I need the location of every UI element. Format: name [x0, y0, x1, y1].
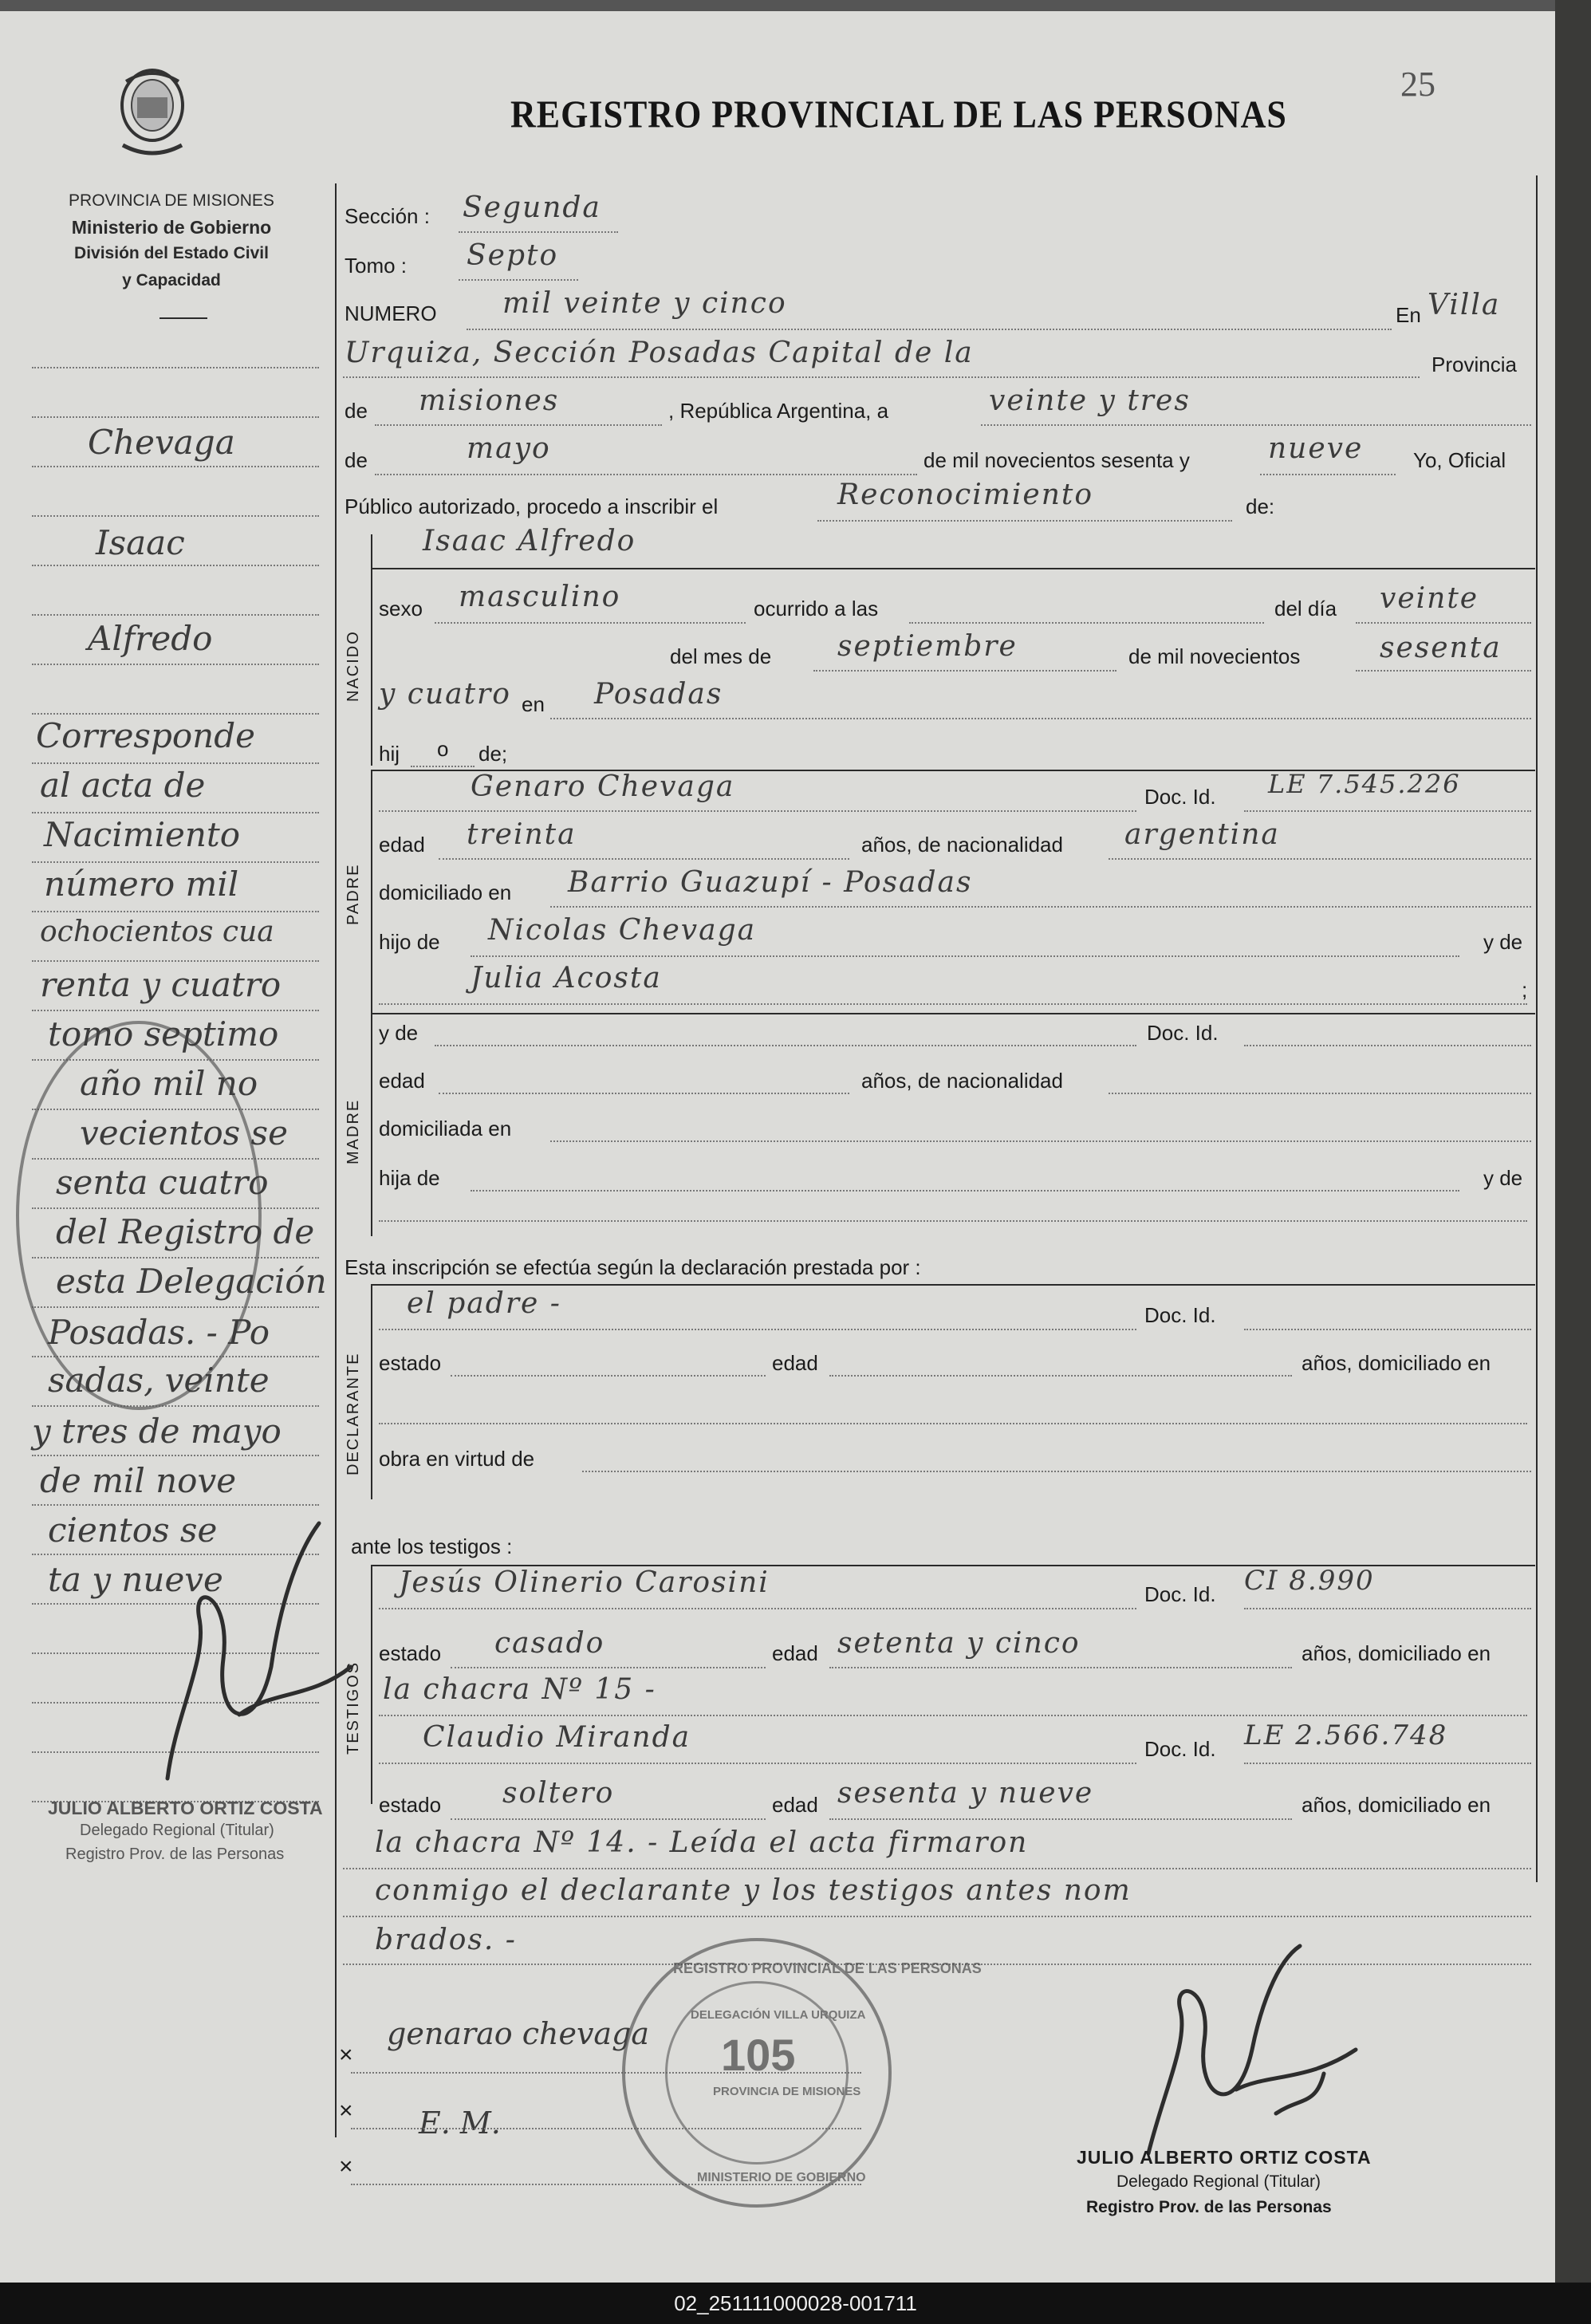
mes-value: mayo [467, 432, 551, 465]
madre-doc-label: Doc. Id. [1147, 1021, 1219, 1045]
abuela-paterna: Julia Acosta [471, 962, 662, 995]
testigo1-nombre-dots [379, 1608, 1136, 1609]
numero-dots [467, 329, 1392, 330]
de-label-2: de [345, 448, 368, 472]
padre-edad-label: edad [379, 833, 425, 857]
nacido-dia-dots [1356, 622, 1531, 624]
margin-line-13: Posadas. - Po [48, 1313, 270, 1352]
testigo2-edad-dots [829, 1818, 1292, 1820]
margin-line-4: número mil [44, 865, 239, 904]
abuela-dots [379, 1003, 1527, 1005]
margin-ruled-line [32, 911, 319, 912]
seccion-value: Segunda [463, 191, 601, 224]
madre-inner-border [371, 1013, 372, 1236]
stamp-delegacion: DELEGACIÓN VILLA URQUIZA [691, 2008, 866, 2022]
nacido-lugar: Posadas [594, 678, 723, 711]
margin-line-16: de mil nove [40, 1461, 237, 1500]
margin-line-3: Nacimiento [44, 815, 241, 854]
testigo1-estado: casado [494, 1627, 605, 1660]
testigo2-edad-label: edad [772, 1793, 818, 1817]
margin-ruled-line [32, 960, 319, 962]
testigos-inner-border [371, 1565, 372, 1804]
margin-ruled-line [32, 1455, 319, 1456]
margin-line-18: ta y nueve [48, 1560, 223, 1599]
margin-ruled-line [32, 416, 319, 418]
testigo1-doc-label: Doc. Id. [1144, 1582, 1216, 1606]
oficial-cargo: Delegado Regional (Titular) [1116, 2172, 1321, 2191]
nacido-anio-dots [1356, 670, 1531, 672]
obra-dots [582, 1471, 1531, 1472]
margin-ruled-line [32, 664, 319, 665]
madre-top-line [371, 1013, 1535, 1014]
nacido-anio: sesenta [1380, 632, 1502, 664]
declarante-section-label: DECLARANTE [345, 1352, 362, 1475]
oficial-label: Yo, Oficial [1413, 448, 1506, 472]
seccion-label: Sección : [345, 204, 430, 228]
margin-ruled-line [32, 861, 319, 863]
declarante-domicilio-dots [379, 1423, 1527, 1424]
nacido-lugar-dots [550, 718, 1531, 719]
testigo2-nombre: Claudio Miranda [423, 1721, 691, 1754]
declarante-intro: Esta inscripción se efectúa según la declaración prestada por : [345, 1255, 921, 1279]
testigo2-doc-label: Doc. Id. [1144, 1737, 1216, 1761]
testigo2-estado-dots [451, 1818, 766, 1820]
en-label: En [1396, 303, 1421, 327]
sexo-dots [435, 622, 746, 624]
hijo-dots [411, 766, 475, 767]
declarante-nombre-dots [379, 1329, 1136, 1330]
hija-de-dots [471, 1190, 1459, 1192]
ministry-name: Ministerio de Gobierno [71, 217, 272, 238]
declarante-anios-label: años, domiciliado en [1302, 1351, 1491, 1375]
declarante-doc-label: Doc. Id. [1144, 1303, 1216, 1327]
anio-label: de mil novecientos sesenta y [923, 448, 1190, 472]
divider [159, 317, 207, 319]
cross-mark-2: × [339, 2098, 353, 2124]
padre-edad-dots [439, 858, 849, 860]
nacido-en-label: en [522, 692, 545, 716]
margin-line-9: vecientos se [80, 1113, 288, 1152]
madre-domicilio-label: domiciliada en [379, 1117, 512, 1140]
tomo-value: Septo [467, 239, 559, 272]
testigo1-nombre: Jesús Olinerio Carosini [399, 1566, 770, 1599]
sexo-label: sexo [379, 597, 423, 620]
acta-continuacion-2: brados. - [375, 1924, 517, 1956]
abuelo-paterno: Nicolas Chevaga [488, 914, 757, 947]
margin-ruled-line [32, 515, 319, 517]
division-name: División del Estado Civil [74, 244, 269, 262]
nacido-mes-dots [813, 670, 1116, 672]
declarante-doc-dots [1244, 1329, 1531, 1330]
hijo-de-label: de; [478, 742, 508, 766]
page-number: 25 [1400, 65, 1435, 104]
madre-extra-dots [379, 1220, 1527, 1222]
testigo2-domicilio: la chacra Nº 14. - Leída el acta firmaron [375, 1826, 1029, 1859]
margin-oficial-nombre: JULIO ALBERTO ORTIZ COSTA [48, 1798, 323, 1818]
seccion-dots [459, 231, 618, 233]
lugar-value: Urquiza, Sección Posadas Capital de la [345, 337, 974, 369]
form-left-border [335, 183, 337, 2137]
margin-nombre-2: Alfredo [88, 619, 213, 658]
madre-y-de-label: y de [379, 1021, 419, 1045]
margin-ruled-line [32, 367, 319, 368]
stamp-ministerio: MINISTERIO DE GOBIERNO [697, 2171, 866, 2184]
margin-line-11: del Registro de [56, 1212, 315, 1251]
official-stamp [622, 1938, 982, 2208]
margin-line-15: y tres de mayo [32, 1412, 282, 1451]
padre-domicilio-dots [550, 906, 1531, 908]
testigo1-domicilio: la chacra Nº 15 - [383, 1673, 656, 1706]
madre-domicilio-dots [550, 1140, 1531, 1142]
firma-declarante: genarao chevaga [387, 2016, 650, 2051]
padre-nacionalidad-dots [1109, 858, 1531, 860]
page-title: REGISTRO PROVINCIAL DE LAS PERSONAS [510, 93, 1287, 136]
testigo1-estado-dots [451, 1667, 766, 1668]
stamp-provincia: PROVINCIA DE MISIONES [713, 2085, 861, 2098]
madre-edad-dots [439, 1093, 849, 1094]
publico-label: Público autorizado, procedo a inscribir el [345, 494, 719, 518]
margin-line-1: Corresponde [36, 716, 255, 755]
oficial-signature [1116, 1914, 1372, 2177]
padre-doc-label: Doc. Id. [1144, 785, 1216, 809]
padre-nombre: Genaro Chevaga [471, 770, 735, 803]
cont-line-1 [343, 1868, 1531, 1869]
testigo2-edad: sesenta y nueve [837, 1777, 1094, 1810]
padre-inner-border [371, 770, 372, 1013]
margin-line-17: cientos se [48, 1511, 218, 1550]
padre-nombre-dots [379, 810, 1136, 812]
padre-domicilio: Barrio Guazupí - Posadas [568, 866, 973, 899]
margin-ruled-line [32, 812, 319, 813]
padre-nacionalidad: argentina [1124, 818, 1280, 851]
testigo1-doc: CI 8.990 [1244, 1565, 1375, 1597]
image-id-footer: 02_251111000028-001711 [0, 2283, 1591, 2324]
cross-mark-1: × [339, 2042, 353, 2068]
del-dia-label: del día [1274, 597, 1337, 620]
oficial-registro: Registro Prov. de las Personas [1086, 2198, 1332, 2216]
testigo2-nombre-dots [379, 1763, 1136, 1764]
declarante-nombre: el padre - [407, 1287, 561, 1320]
mes-dots [375, 474, 917, 475]
testigo2-estado: soltero [502, 1777, 615, 1810]
hora-dots [909, 622, 1264, 624]
coat-of-arms-seal [118, 65, 187, 169]
margin-ruled-line [32, 1010, 319, 1011]
cross-mark-3: × [339, 2153, 353, 2180]
stamp-ring-text: REGISTRO PROVINCIAL DE LAS PERSONAS [673, 1960, 982, 1976]
provincia-dots [375, 424, 662, 426]
de-label: de [345, 399, 368, 423]
nacido-nombre: Isaac Alfredo [423, 525, 636, 557]
margin-ruled-line [32, 565, 319, 566]
del-mes-label: del mes de [670, 644, 772, 668]
declarante-top-line [371, 1284, 1535, 1286]
testigo2-doc: LE 2.566.748 [1244, 1719, 1448, 1751]
testigo2-estado-label: estado [379, 1793, 442, 1817]
abuelo-dots [471, 955, 1459, 957]
testigo2-doc-dots [1244, 1763, 1531, 1764]
margin-ruled-line [32, 713, 319, 715]
margin-oficial-registro: Registro Prov. de las Personas [65, 1845, 285, 1863]
margin-line-6: renta y cuatro [40, 965, 282, 1004]
lugar-dots [343, 376, 1420, 378]
provincia-label: Provincia [1432, 353, 1517, 376]
madre-edad-label: edad [379, 1069, 425, 1093]
madre-y-de-label-2: y de [1483, 1166, 1523, 1190]
acta-continuacion-1: conmigo el declarante y los testigos antes nom [375, 1874, 1132, 1907]
firma-testigo: E. M. [419, 2105, 501, 2141]
margin-nombre-1: Isaac [96, 523, 185, 562]
nacido-mes: septiembre [837, 630, 1018, 663]
acto-dots [817, 520, 1232, 522]
stamp-center-number: 105 [721, 2030, 796, 2080]
semicolon: ; [1522, 978, 1528, 1002]
tomo-dots [459, 279, 578, 281]
declarante-estado-dots [451, 1375, 766, 1377]
nacido-nombre-line [371, 568, 1535, 569]
padre-edad-value: treinta [467, 818, 577, 851]
margin-ruled-line [32, 614, 319, 616]
margin-line-8: año mil no [80, 1064, 258, 1103]
testigos-section-label: TESTIGOS [345, 1660, 362, 1755]
madre-section-label: MADRE [345, 1098, 362, 1164]
madre-anios-label: años, de nacionalidad [861, 1069, 1063, 1093]
de-colon-label: de: [1246, 494, 1275, 518]
declarante-edad-label: edad [772, 1351, 818, 1375]
declarante-edad-dots [829, 1375, 1292, 1377]
margin-line-7: tomo septimo [48, 1014, 279, 1054]
testigo1-domicilio-dots [379, 1715, 1527, 1716]
padre-y-de-label: y de [1483, 930, 1523, 954]
margin-apellido: Chevaga [88, 423, 235, 462]
testigo1-anios-label: años, domiciliado en [1302, 1641, 1491, 1665]
division-name-2: y Capacidad [122, 271, 221, 290]
dia-value: veinte y tres [989, 384, 1191, 417]
hija-de-label: hija de [379, 1166, 440, 1190]
provincia-value: misiones [419, 384, 560, 417]
padre-section-label: PADRE [345, 863, 362, 925]
padre-anios-label: años, de nacionalidad [861, 833, 1063, 857]
madre-nombre-dots [435, 1045, 1136, 1046]
testigo1-estado-label: estado [379, 1641, 442, 1665]
testigo1-edad-label: edad [772, 1641, 818, 1665]
sexo-value: masculino [459, 581, 621, 613]
mil-label: de mil novecientos [1128, 644, 1301, 668]
oficial-nombre: JULIO ALBERTO ORTIZ COSTA [1077, 2147, 1372, 2168]
testigos-intro: ante los testigos : [351, 1534, 513, 1558]
tomo-label: Tomo : [345, 254, 408, 278]
nacido-dia: veinte [1380, 582, 1479, 615]
margin-oficial-cargo: Delegado Regional (Titular) [80, 1822, 274, 1839]
province-name: PROVINCIA DE MISIONES [69, 191, 274, 210]
testigo1-edad: setenta y cinco [837, 1627, 1081, 1660]
republica-label: , República Argentina, a [668, 399, 889, 423]
page-edge [0, 0, 1555, 11]
hijo-label: hij [379, 742, 400, 766]
margin-line-5: ochocientos cua [40, 916, 274, 948]
nacido-section-label: NACIDO [345, 630, 362, 702]
hijo-de-label-2: hijo de [379, 930, 440, 954]
madre-doc-dots [1244, 1045, 1531, 1046]
margin-line-14: sadas, veinte [48, 1361, 270, 1400]
testigo2-anios-label: años, domiciliado en [1302, 1793, 1491, 1817]
padre-domicilio-label: domiciliado en [379, 880, 512, 904]
anio-dots [1260, 474, 1396, 475]
form-right-border [1536, 175, 1538, 1882]
margin-line-2: al acta de [40, 766, 206, 805]
dia-dots [981, 424, 1531, 426]
numero-label: NUMERO [345, 301, 437, 325]
margin-ruled-line [32, 1405, 319, 1407]
acto-value: Reconocimiento [837, 479, 1094, 511]
margin-line-10: senta cuatro [56, 1163, 269, 1202]
en-value: Villa [1428, 289, 1501, 321]
margin-ruled-line [32, 762, 319, 764]
obra-label: obra en virtud de [379, 1447, 535, 1471]
margin-ruled-line [32, 466, 319, 467]
numero-value: mil veinte y cinco [502, 287, 787, 320]
anio-value: nueve [1268, 432, 1364, 465]
ocurrido-label: ocurrido a las [754, 597, 879, 620]
declarante-inner-border [371, 1284, 372, 1499]
madre-nacionalidad-dots [1109, 1093, 1531, 1094]
testigo1-edad-dots [829, 1667, 1292, 1668]
nacido-anio-2: y cuatro [379, 678, 511, 711]
hijo-suffix: o [437, 737, 449, 761]
declarante-estado-label: estado [379, 1351, 442, 1375]
padre-doc-dots [1244, 810, 1531, 812]
testigo1-doc-dots [1244, 1608, 1531, 1609]
padre-doc-value: LE 7.545.226 [1268, 769, 1461, 799]
margin-line-12: esta Delegación [56, 1262, 327, 1301]
